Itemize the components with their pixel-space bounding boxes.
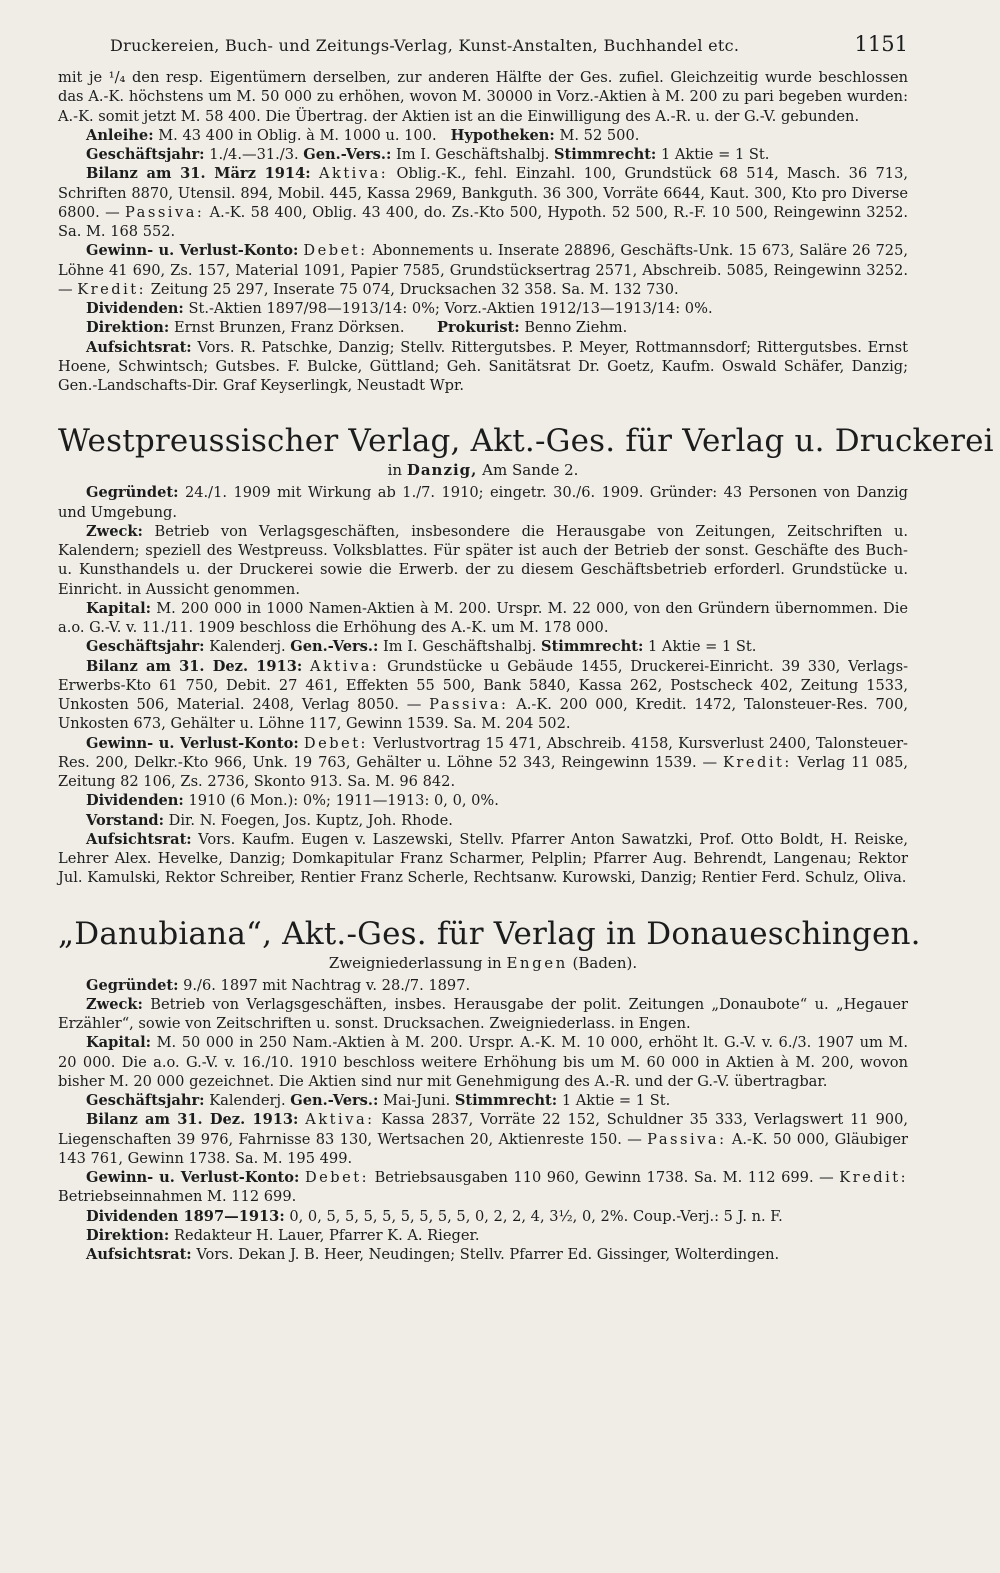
- debet-word: Debet:: [304, 1169, 370, 1186]
- dividenden-paragraph: [58, 1207, 908, 1226]
- bilanz-label: Bilanz am 31. Dez. 1913:: [86, 657, 303, 675]
- aufsichtsrat-text: Vors. Kaufm. Eugen v. Laszewski, Stellv. Pfarrer Anton Sawatzki, Prof. Otto Boldt, H. Reiske, Lehrer Alex. Hevelke, Danzig; Domkapitular Franz Scharmer, Pelplin; Pfarrer Aug. Behrendt, Langenau; Rektor Jul. Kamulski, Rektor Schreiber, Rentier Franz Scherle, Rechtsanw. Kurowski, Danzig; Rentier Ferd. Schulz, Oliva.: [58, 830, 908, 887]
- anleihe-label: Anleihe:: [86, 126, 154, 144]
- company-title: „Danubiana“, Akt.-Ges. für Verlag in Donaueschingen.: [58, 915, 921, 952]
- debet-text: Abonnements u. Inserate 28896, Geschäfts-Unk. 15 673, Saläre 26 725, Löhne 41 690, Zs. 157, Material 1091, Papier 7585, Grundstücksertrag 2571, Abschreib. 5085, Reingewinn 3252. —: [58, 242, 909, 298]
- geschaeftsjahr-text: 1./4.—31./3.: [209, 146, 299, 163]
- running-title: Druckereien, Buch- und Zeitungs-Verlag, Kunst-Anstalten, Buchhandel etc.: [110, 36, 740, 55]
- geschaeftsjahr-line: [58, 637, 908, 656]
- genvers-label: Gen.-Vers.:: [290, 1092, 379, 1109]
- aufsichtsrat-paragraph: [58, 830, 908, 888]
- vorstand-label: Vorstand:: [86, 811, 165, 829]
- gegruendet-text: 9./6. 1897 mit Nachtrag v. 28./7. 1897.: [183, 976, 471, 994]
- kapital-paragraph: [58, 1033, 908, 1091]
- company-entry-danubiana: [58, 915, 921, 1265]
- geschaeftsjahr-line: [58, 1091, 908, 1110]
- geschaeftsjahr-label: Geschäftsjahr:: [86, 146, 205, 163]
- passiva-text: A.-K. 200 000, Kredit. 1472, Talonsteuer-Res. 700, Unkosten 673, Gehälter u. Löhne 117, Gewinn 1539. Sa. M. 204 502.: [58, 696, 909, 733]
- genvers-text: Im I. Geschäftshalbj.: [383, 638, 537, 656]
- gegruendet-label: Gegründet:: [86, 484, 179, 502]
- dividenden-label: Dividenden:: [86, 792, 184, 810]
- geschaeftsjahr-label: Geschäftsjahr:: [86, 1092, 205, 1109]
- company-title: Westpreussischer Verlag, Akt.-Ges. für Verlag u. Druckerei: [58, 423, 994, 460]
- stimmrecht-text: 1 Aktie = 1 St.: [660, 146, 770, 163]
- kredit-text: Betriebseinnahmen M. 112 699.: [58, 1188, 297, 1206]
- bilanz-paragraph: [58, 1110, 908, 1168]
- kredit-word: Kredit:: [839, 1169, 909, 1186]
- company-entry-westpreussischer-verlag: [58, 423, 994, 887]
- subtitle-address: Am Sande 2.: [482, 461, 579, 480]
- zweck-label: Zweck:: [86, 522, 143, 540]
- direktion-label: Direktion:: [86, 319, 170, 337]
- bilanz-label: Bilanz am 31. Dez. 1913:: [86, 1111, 299, 1129]
- passiva-text: A.-K. 50 000, Gläubiger 143 761, Gewinn 1738. Sa. M. 195 499.: [58, 1130, 909, 1167]
- zweck-text: Betrieb von Verlagsgeschäften, insbes. Herausgabe der polit. Zeitungen „Donaubote“ u. „Hegauer Erzähler“, sowie von Zeitschriften u. sonst. Drucksachen. Zweigniederlass. in Engen.: [58, 995, 908, 1032]
- company-subtitle: [58, 954, 908, 972]
- kredit-word: Kredit:: [722, 753, 792, 771]
- kapital-paragraph: [58, 599, 908, 638]
- subtitle-city: Danzig,: [406, 461, 478, 480]
- stimmrecht-text: 1 Aktie = 1 St.: [561, 1092, 671, 1109]
- prokurist-text: Benno Ziehm.: [524, 319, 628, 337]
- hypotheken-text: M. 52 500.: [559, 126, 640, 144]
- bilanz-paragraph: [58, 657, 908, 734]
- genvers-label: Gen.-Vers.:: [303, 146, 392, 163]
- subtitle-city: Engen: [506, 953, 568, 972]
- subtitle-prefix: Zweigniederlassung in: [328, 953, 502, 972]
- dividenden-label: Dividenden:: [86, 300, 184, 317]
- hypotheken-label: Hypotheken:: [450, 126, 555, 144]
- kapital-label: Kapital:: [86, 599, 152, 617]
- genvers-text: Im I. Geschäftshalbj.: [396, 146, 550, 163]
- dividenden-text: 0, 0, 5, 5, 5, 5, 5, 5, 5, 5, 0, 2, 2, 4, 3½, 0, 2%. Coup.-Verj.: 5 J. n. F.: [289, 1207, 783, 1225]
- bilanz-label: Bilanz am 31. März 1914:: [86, 165, 311, 183]
- bilanz-paragraph: [58, 164, 908, 241]
- dividenden-label: Dividenden 1897—1913:: [86, 1207, 285, 1225]
- dividenden-text: St.-Aktien 1897/98—1913/14: 0%; Vorz.-Aktien 1912/13—1913/14: 0%.: [188, 300, 713, 317]
- subtitle-suffix: (Baden).: [572, 953, 638, 972]
- kapital-text: M. 50 000 in 250 Nam.-Aktien à M. 200. Urspr. A.-K. M. 10 000, erhöht lt. G.-V. v. 6./3. 1907 um M. 20 000. Die a.o. G.-V. v. 16./10. 1910 beschloss weitere Erhöhung bis um M. 60 000 in Aktien à M. 200, wovon bisher M. 20 000 gezeichnet. Die Aktien sind nur mit Genehmigung des A.-R. und der G.-V. übertragbar.: [58, 1034, 908, 1090]
- stimmrecht-label: Stimmrecht:: [541, 638, 644, 656]
- direktion-text: Ernst Brunzen, Franz Dörksen.: [173, 319, 405, 337]
- gewinn-label: Gewinn- u. Verlust-Konto:: [86, 1169, 300, 1186]
- passiva-word: Passiva:: [647, 1130, 727, 1148]
- zweck-label: Zweck:: [86, 995, 143, 1013]
- intro-text: mit je ¹/₄ den resp. Eigentümern derselben, zur anderen Hälfte der Ges. zufiel. Gleichzeitig wurde beschlossen das A.-K. höchstens um M. 50 000 zu erhöhen, wovon M. 30000 in Vorz.-Aktien à M. 200 zu pari begeben wurden: A.-K. somit jetzt M. 58 400. Die Übertrag. der Aktien ist an die Einwilligung des A.-R. u. der G.-V. gebunden.: [58, 69, 908, 125]
- debet-text: Verlustvortrag 15 471, Abschreib. 4158, Kursverlust 2400, Talonsteuer-Res. 200, Delkr.-Kto 966, Unk. 19 763, Gehälter u. Löhne 52 343, Reingewinn 1539. —: [58, 734, 908, 771]
- debet-text: Betriebsausgaben 110 960, Gewinn 1738. Sa. M. 112 699. —: [374, 1169, 834, 1186]
- kapital-text: M. 200 000 in 1000 Namen-Aktien à M. 200. Urspr. M. 22 000, von den Gründern übernommen. Die a.o. G.-V. v. 11./11. 1909 beschloss die Erhöhung des A.-K. um M. 178 000.: [58, 599, 908, 636]
- running-header: [58, 28, 908, 68]
- kapital-label: Kapital:: [86, 1034, 152, 1052]
- previous-company-entry: [58, 68, 908, 395]
- gewinn-paragraph: [58, 241, 908, 299]
- geschaeftsjahr-label: Geschäftsjahr:: [86, 638, 205, 656]
- vorstand-line: [58, 811, 908, 830]
- aufsichtsrat-label: Aufsichtsrat:: [86, 1246, 192, 1263]
- stimmrecht-text: 1 Aktie = 1 St.: [647, 638, 757, 656]
- zweck-text: Betrieb von Verlagsgeschäften, insbesondere die Herausgabe von Zeitungen, Zeitschriften u. Kalendern; speziell des Westpreuss. Volksblattes. Für später ist auch der Betrieb der sonst. Geschäfte des Buch- u. Kunsthandels u. der Druckerei sowie die Erwerb. der zu diesem Geschäftsbetrieb erforderl. Grundstücke u. Einricht. in Aussicht genommen.: [58, 522, 909, 598]
- aktiva-word: Aktiva:: [318, 165, 389, 183]
- anleihe-text: M. 43 400 in Oblig. à M. 1000 u. 100.: [158, 126, 437, 144]
- kredit-word: Kredit:: [77, 280, 147, 298]
- aufsichtsrat-paragraph: [58, 1245, 908, 1264]
- passiva-text: A.-K. 58 400, Oblig. 43 400, do. Zs.-Kto 500, Hypoth. 52 500, R.-F. 10 500, Reingewinn 3252. Sa. M. 168 552.: [58, 203, 909, 240]
- kredit-text: Verlag 11 085, Zeitung 82 106, Zs. 2736, Skonto 913. Sa. M. 96 842.: [58, 753, 909, 790]
- stimmrecht-label: Stimmrecht:: [554, 146, 657, 163]
- debet-word: Debet:: [303, 734, 368, 752]
- gewinn-paragraph: [58, 1168, 908, 1207]
- geschaeftsjahr-line: [58, 145, 908, 164]
- company-subtitle: [58, 461, 908, 479]
- gewinn-label: Gewinn- u. Verlust-Konto:: [86, 734, 299, 752]
- zweck-paragraph: [58, 995, 908, 1034]
- aktiva-text: Oblig.-K., fehl. Einzahl. 100, Grundstück 68 514, Masch. 36 713, Schriften 8870, Utensil. 894, Mobil. 445, Kassa 2969, Bankguth. 36 300, Vorräte 6644, Kaut. 300, Kto pro Diverse 6800. —: [58, 165, 909, 221]
- intro-paragraph: [58, 68, 908, 126]
- geschaeftsjahr-text: Kalenderj.: [209, 638, 286, 656]
- aufsichtsrat-label: Aufsichtsrat:: [86, 338, 192, 356]
- kredit-text: Zeitung 25 297, Inserate 75 074, Drucksachen 32 358. Sa. M. 132 730.: [150, 280, 679, 298]
- direktion-line: [58, 1226, 908, 1245]
- genvers-label: Gen.-Vers.:: [290, 638, 379, 656]
- aktiva-word: Aktiva:: [305, 1111, 375, 1129]
- anleihe-line: [58, 126, 908, 145]
- subtitle-in: in: [387, 461, 403, 480]
- stimmrecht-label: Stimmrecht:: [454, 1092, 558, 1109]
- gewinn-label: Gewinn- u. Verlust-Konto:: [86, 242, 299, 260]
- gegruendet-paragraph: [58, 976, 908, 995]
- aktiva-word: Aktiva:: [310, 657, 380, 675]
- dividenden-line: [58, 299, 908, 318]
- vorstand-text: Dir. N. Foegen, Jos. Kuptz, Joh. Rhode.: [168, 811, 453, 829]
- gegruendet-text: 24./1. 1909 mit Wirkung ab 1./7. 1910; eingetr. 30./6. 1909. Gründer: 43 Personen von Danzig und Umgebung.: [58, 484, 909, 521]
- gegruendet-paragraph: [58, 483, 908, 522]
- direktion-label: Direktion:: [86, 1226, 170, 1244]
- dividenden-text: 1910 (6 Mon.): 0%; 1911—1913: 0, 0, 0%.: [188, 792, 499, 810]
- direktion-line: [58, 318, 908, 337]
- genvers-text: Mai-Juni.: [383, 1092, 451, 1109]
- page-number: 1151: [854, 32, 908, 56]
- geschaeftsjahr-text: Kalenderj.: [209, 1092, 286, 1109]
- debet-word: Debet:: [303, 242, 368, 260]
- aufsichtsrat-paragraph: [58, 338, 908, 396]
- gegruendet-label: Gegründet:: [86, 976, 179, 994]
- direktion-text: Redakteur H. Lauer, Pfarrer K. A. Rieger.: [173, 1226, 480, 1244]
- dividenden-line: [58, 791, 908, 810]
- prokurist-label: Prokurist:: [436, 319, 520, 337]
- passiva-word: Passiva:: [429, 696, 509, 713]
- aktiva-text: Kassa 2837, Vorräte 22 152, Schuldner 35 333, Verlagswert 11 900, Liegenschaften 39 976, Fahrnisse 83 130, Wertsachen 20, Aktienreste 150. —: [58, 1111, 908, 1148]
- aufsichtsrat-text: Vors. Dekan J. B. Heer, Neudingen; Stellv. Pfarrer Ed. Gissinger, Wolterdingen.: [196, 1246, 780, 1263]
- aufsichtsrat-text: Vors. R. Patschke, Danzig; Stellv. Rittergutsbes. P. Meyer, Rottmannsdorf; Rittergutsbes. Ernst Hoene, Schwintsch; Gutsbes. F. Bulcke, Güttland; Geh. Sanitätsrat Dr. Goetz, Kaufm. Oswald Schäfer, Danzig; Gen.-Landschafts-Dir. Graf Keyserlingk, Neustadt Wpr.: [58, 338, 909, 394]
- aufsichtsrat-label: Aufsichtsrat:: [86, 830, 192, 848]
- zweck-paragraph: [58, 522, 908, 599]
- passiva-word: Passiva:: [124, 203, 205, 221]
- aktiva-text: Grundstücke u Gebäude 1455, Druckerei-Einricht. 39 330, Verlags-Erwerbs-Kto 61 750, Debit. 27 461, Effekten 55 500, Bank 5840, Kassa 262, Postscheck 402, Zeitung 1533, Unkosten 506, Material. 2408, Verlag 8050. —: [58, 657, 909, 713]
- gewinn-paragraph: [58, 734, 908, 792]
